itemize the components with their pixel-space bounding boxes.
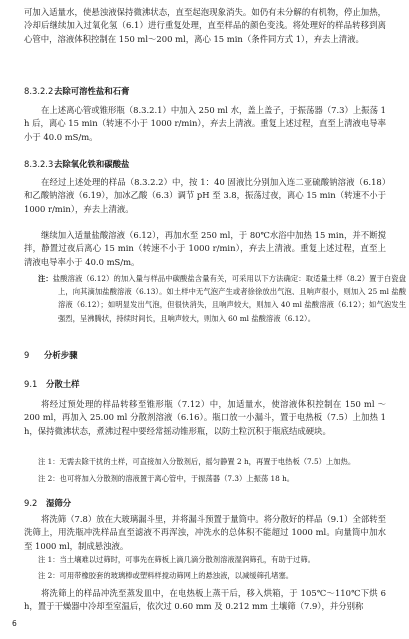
heading-text: 湿筛分	[46, 498, 72, 508]
note-92-2: 注 2：可用带橡胶套的玻璃棒或塑料样搅动筛网上的悬浊液，以减缓筛孔堵塞。	[38, 571, 294, 580]
heading-text: 分散土样	[46, 379, 80, 389]
heading-9	[24, 349, 78, 361]
heading-number: 8.3.2.3	[24, 159, 54, 169]
page-number: 6	[12, 619, 17, 628]
heading-number: 8.3.2.2	[24, 86, 54, 96]
heading-text: 去除可溶性盐和石膏	[54, 86, 130, 96]
paragraph-hcl-treatment: 继续加入适量盐酸溶液（6.12），再加水至 250 ml，于 80℃水浴中加热 15 min，并不断搅拌，静置过夜后离心 15 min（转速不小于 1000 r/min），弃去上清液。重复上述过程，直至上清液电导率小于 40.0 mS/m。	[24, 230, 386, 267]
heading-92	[24, 497, 71, 509]
heading-number: 9.2	[24, 498, 38, 508]
paragraph-disperse-soil: 将经过预处理的样品转移至锥形瓶（7.12）中，加适量水，使溶液体积控制在 150 ml ～200 ml，再加入 25.00 ml 分散剂溶液（6.16）。瓶口放一小漏斗，置于电热板（7.5）上加热 1 h，保持微沸状态，煮沸过程中要经常摇动锥形瓶，以防土粒沉积于瓶底结成硬块。	[24, 399, 386, 436]
paragraph-method1-continued: 可加入适量水，使悬浊液保持微沸状态，直至起泡现象消失。如仍有未分解的有机物，停止加热，冷却后继续加入过氧化氢（6.1）进行重复处理，直至样品的颜色变浅。将处理好的样品转移到离心管中，溶液体积控制在 150 ml～200 ml，离心 15 min（条件同方式 1），弃去上清液。	[24, 7, 386, 44]
paragraph-dry-and-sieve: 将洗筛上的样品冲洗至蒸发皿中，在电热板上蒸干后，移入烘箱，于 105℃～110℃下烘 6 h，置于干燥器中冷却至室温后，依次过 0.60 mm 及 0.212 mm 土壤筛（7.9），并分别称	[24, 588, 386, 612]
heading-8323	[24, 158, 129, 170]
note-92-1: 注 1：当土壤难以过筛时，可事先在筛板上滴几滴分散剂溶液湿润筛孔，有助于过筛。	[38, 555, 315, 564]
heading-number: 9.1	[24, 379, 38, 389]
heading-text: 去除氧化铁和碳酸盐	[54, 159, 130, 169]
paragraph-wet-sieving: 将洗筛（7.8）放在大玻璃漏斗里，并将漏斗预置于量筒中。将分散好的样品（9.1）全部转至洗筛上，用洗瓶冲洗样品直至滤液不再浑浊，冲洗水的总体积不能超过 1000 ml。向量筒中加水至 1000 ml，制成悬浊液。	[24, 514, 386, 551]
paragraph-remove-salts: 在上述离心管或锥形瓶（8.3.2.1）中加入 250 ml 水，盖上盖子，于振荡器（7.3）上振荡 1 h 后，离心 15 min（转速不小于 1000 r/min），弃去上清液。重复上述过程，直至上清液电导率小于 40.0 mS/m。	[24, 105, 386, 142]
heading-91	[24, 378, 80, 390]
note-text: 盐酸溶液（6.12）的加入量与样品中碳酸盐含量有关，可采用以下方法确定：取适量土样（8.2）置于白瓷盘上，向其滴加盐酸溶液（6.13）。如土样中无气泡产生或者徐徐放出气泡、且响声很小，则加入 25 ml 盐酸溶液（6.12）；如明显发出气泡，但很快消失，且响声较大，则加入 40 ml 盐酸溶液（6.12）；如气泡发生强烈，呈沸腾状，持续时间长，且响声较大，则加入 60 ml 盐酸溶液（6.12）。	[52, 274, 407, 323]
note-label: 注：	[38, 274, 53, 283]
heading-text: 分析步骤	[44, 350, 78, 360]
note-91-2: 注 2：也可将加入分散剂的溶液置于离心管中，于振荡器（7.3）上振荡 18 h。	[38, 474, 295, 483]
heading-8322	[24, 85, 129, 97]
paragraph-remove-iron-oxide: 在经过上述处理的样品（8.3.2.2）中，按 1：40 固液比分别加入连二亚硫酸钠溶液（6.18）和乙酸钠溶液（6.19），加冰乙酸（6.3）调节 pH 至 3.8，振荡过夜，离心 15 min（转速不小于 1000 r/min），弃去上清液。	[24, 177, 386, 214]
note-91-1: 注 1：无需去除干扰的土样，可直接加入分散剂后，摇匀静置 2 h，再置于电热板（7.5）上加热。	[38, 457, 356, 466]
note-hcl-amount	[38, 272, 406, 325]
heading-number: 9	[24, 350, 30, 360]
